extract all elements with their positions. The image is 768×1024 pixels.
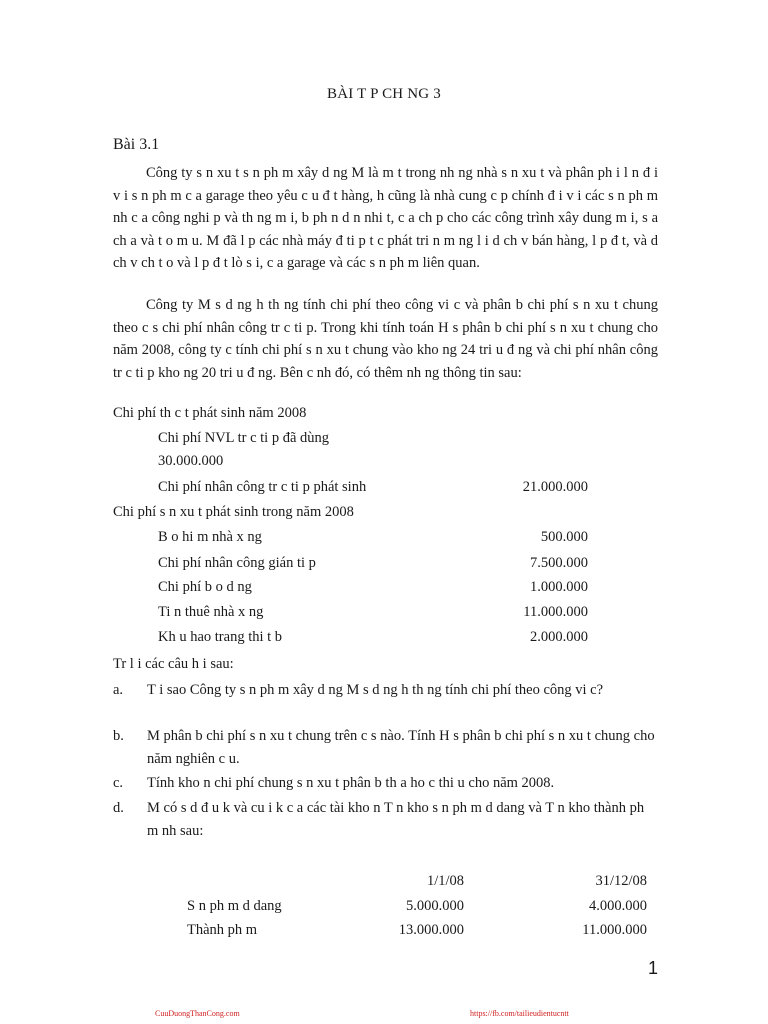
overhead-heading: Chi phí s n xu t phát sinh trong năm 2008 [113,504,354,520]
overhead-item-value: 7.500.000 [530,555,588,571]
page-number: 1 [648,958,659,978]
footer-left-link[interactable]: CuuDuongThanCong.com [155,1009,240,1018]
overhead-item-label: B o hi m nhà x ng [158,529,262,545]
overhead-item-label: Chi phí nhân công gián ti p [158,555,316,571]
question-text: Tính kho n chi phí chung s n xu t phân b th a ho c thi u cho năm 2008. [147,775,555,791]
overhead-item-value: 1.000.000 [530,579,588,595]
actual-item-value: 30.000.000 [158,453,224,469]
question-letter: c. [113,775,124,791]
table-row-label: S n ph m d dang [187,898,282,914]
actual-item-label: Chi phí nhân công tr c ti p phát sinh [158,479,367,495]
overhead-item-value: 500.000 [540,529,588,545]
table-cell: 13.000.000 [398,922,464,938]
intro-paragraph-1: Công ty s n xu t s n ph m xây d ng M là m t trong nh ng nhà s n xu t và phân ph i l n đ i v i s n ph m c a garage theo yêu c u đ t hàng, h cũng là nhà cung c p chính đ i v i các s n ph m nh c a công nghi p và th ng m i, b ph n d n nhi t, c a ch p cho các công trình xây dung m i, s a ch a và t o m u. M đã l p các nhà máy đ ti p t c phát tri n m ng l i d ch v bán hàng, l p đ t, và d ch v ch t o và l p đ t lò s i, c a garage và các s n ph m liên quan. [113,165,658,271]
actual-item-label: Chi phí NVL tr c ti p đã dùng [158,430,330,446]
question-text: M phân b chi phí s n xu t chung trên c s nào. Tính H s phân b chi phí s n xu t chung cho năm nghiên c u. [147,728,655,767]
table-header-start: 1/1/08 [426,873,464,889]
table-cell: 11.000.000 [582,922,647,938]
table-cell: 5.000.000 [406,898,464,914]
question-text: T i sao Công ty s n ph m xây d ng M s d ng h th ng tính chi phí theo công vi c? [147,682,604,698]
exercise-heading: Bài 3.1 [113,136,160,153]
overhead-item-value: 11.000.000 [523,604,588,620]
table-row-label: Thành ph m [187,922,258,938]
question-letter: b. [113,728,124,744]
table-header-end: 31/12/08 [595,873,647,889]
footer-right-link[interactable]: https://fb.com/tailieudientucntt [470,1009,569,1018]
actual-costs-heading: Chi phí th c t phát sinh năm 2008 [113,405,307,421]
question-letter: a. [113,682,124,698]
actual-item-value: 21.000.000 [522,479,588,495]
overhead-item-label: Chi phí b o d ng [158,579,252,595]
question-letter: d. [113,800,124,816]
chapter-title: BÀI T P CH NG 3 [327,86,441,102]
question-text: M có s d đ u k và cu i k c a các tài kho n T n kho s n ph m d dang và T n kho thành ph m nh sau: [147,800,645,839]
table-cell: 4.000.000 [589,898,647,914]
overhead-item-value: 2.000.000 [530,629,588,645]
questions-intro: Tr l i các câu h i sau: [113,656,234,672]
intro-paragraph-2: Công ty M s d ng h th ng tính chi phí theo công vi c và phân b chi phí s n xu t chung theo c s chi phí nhân công tr c ti p. Trong khi tính toán H s phân b chi phí s n xu t chung cho năm 2008, công ty c tính chi phí s n xu t chung vào kho ng 24 tri u đ ng và chi phí nhân công tr c ti p kho ng 20 tri u đ ng. Bên c nh đó, có thêm nh ng thông tin sau: [113,297,658,381]
overhead-item-label: Ti n thuê nhà x ng [158,604,264,620]
overhead-item-label: Kh u hao trang thi t b [158,629,283,645]
